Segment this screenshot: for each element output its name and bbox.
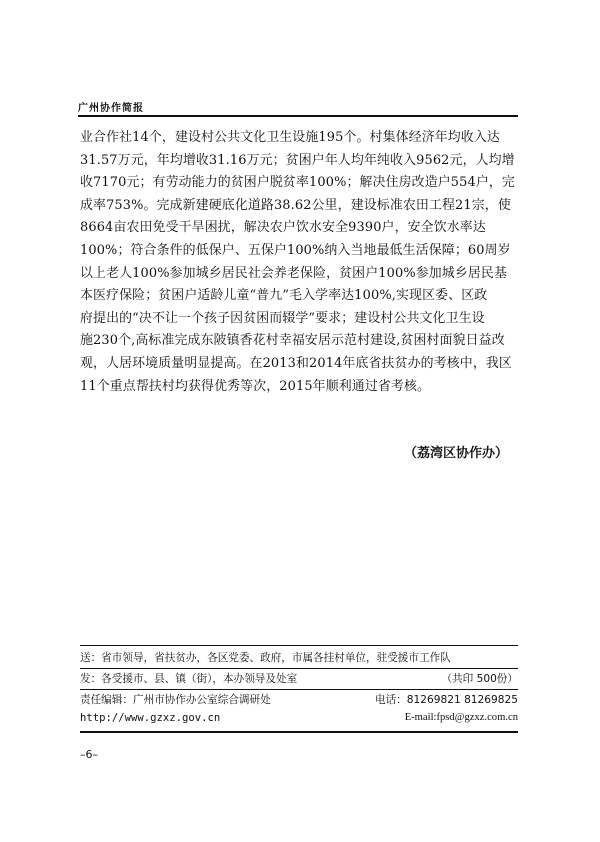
header-rule xyxy=(78,115,518,117)
body-line: 8664亩农田免受干旱困扰，解决农户饮水安全9390户，安全饮水率达 xyxy=(80,220,486,236)
body-line: 府提出的“决不让一个孩子因贫困而辍学”要求；建设村公共文化卫生设 xyxy=(80,310,485,326)
footer-rule xyxy=(80,668,518,669)
editor-line xyxy=(80,692,518,707)
body-line: 业合作社14个，建设村公共文化卫生设施195个。村集体经济年均收入达 xyxy=(80,130,500,145)
footer-rule xyxy=(80,689,518,690)
website-link[interactable]: http://www.gzxz.gov.cn xyxy=(80,712,221,724)
footer-bottom-rule xyxy=(80,731,518,733)
body-line: 31.57万元，年均增收31.16万元；贫困户年人均年纯收入9562元，人均增 xyxy=(80,152,515,168)
issue-to-text: 发：各受援市、县、镇（街），本办领导及处室 xyxy=(80,673,298,685)
body-line: 以上老人100%参加城乡居民社会养老保险，贫困户100%参加城乡居民基 xyxy=(80,265,508,281)
body-line: 收7170元；有劳动能力的贫困户脱贫率100%；解决住房改造户554户，完 xyxy=(80,175,515,191)
send-to-line xyxy=(80,650,518,665)
body-line: 成率753%。完成新建硬底化道路38.62公里，建设标准农田工程21宗，使 xyxy=(80,197,511,213)
email-link[interactable]: E-mail:fpsd@gzxz.com.cn xyxy=(404,712,518,723)
editor-text: 责任编辑：广州市协作办公室综合调研处 xyxy=(80,694,271,706)
footer-top-rule xyxy=(80,645,518,646)
issue-to-line xyxy=(80,671,518,686)
body-line: 100%；符合条件的低保户、五保户100%纳入当地最低生活保障；60周岁 xyxy=(80,242,511,258)
phone-text: 电话：81269821 81269825 xyxy=(375,694,518,706)
article-body xyxy=(80,127,520,398)
contact-line xyxy=(80,712,518,724)
body-line: 11个重点帮扶村均获得优秀等次，2015年顺利通过省考核。 xyxy=(80,378,431,394)
body-line: 本医疗保险；贫困户适龄儿童“普九”毛入学率达100%,实现区委、区政 xyxy=(80,288,488,304)
copies-text: （共印 500份） xyxy=(441,673,518,685)
header-title: 广州协作简报 xyxy=(78,103,144,114)
send-to-text: 送：省市领导，省扶贫办，各区党委、政府，市属各挂村单位，驻受援市工作队 xyxy=(80,652,451,664)
body-line: 观，人居环境质量明显提高。在2013和2014年底省扶贫办的考核中，我区 xyxy=(80,355,512,371)
body-line: 施230个,高标准完成东陂镇香花村幸福安居示范村建设,贫困村面貌日益改 xyxy=(80,333,505,349)
signature: （荔湾区协作办） xyxy=(403,446,508,461)
page-number: –6– xyxy=(80,748,98,761)
